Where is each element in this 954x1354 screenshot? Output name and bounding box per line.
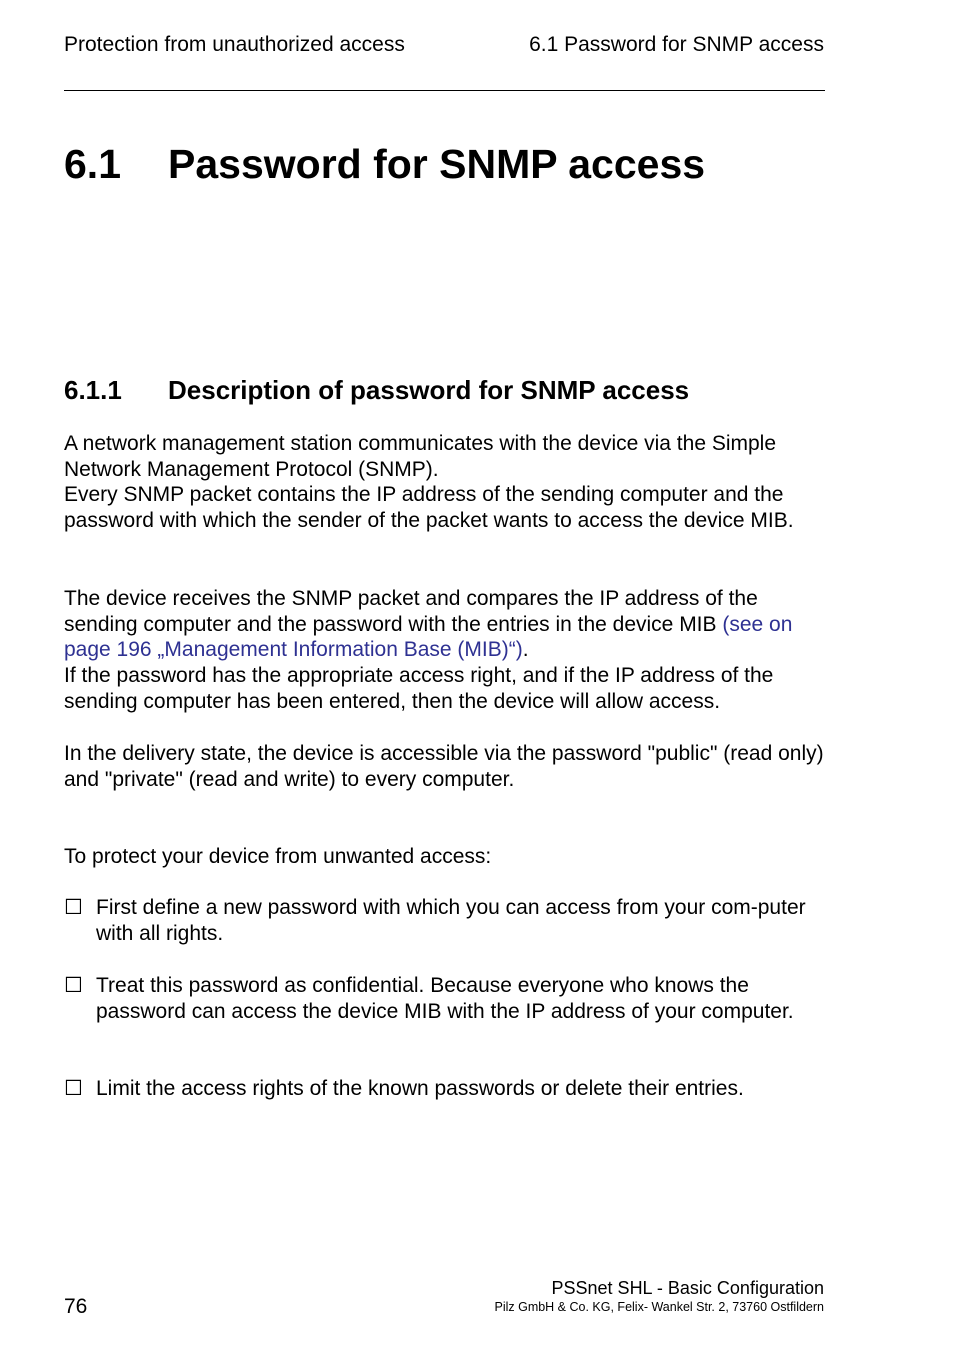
paragraph-text: . — [522, 638, 529, 662]
section-number: 6.1 — [64, 141, 121, 187]
running-header-chapter: Protection from unauthorized access — [64, 33, 405, 56]
mib-reference-link[interactable]: (see on page 196 „Management Information Base (MIB)“) — [64, 612, 793, 662]
paragraph-text: The device receives the SNMP packet and compares the IP address of the sending computer and the password with the entries in the device MIB — [64, 587, 758, 636]
list-item-text: First define a new password with which you can access from your com-puter with all rights. — [96, 896, 806, 945]
page-number: 76 — [64, 1295, 88, 1318]
list-item — [64, 895, 834, 946]
paragraph-delivery-state: In the delivery state, the device is accessible via the password "public" (read only) and "private" (read and write) to every computer. — [64, 742, 824, 791]
list-item-text: Limit the access rights of the known passwords or delete their entries. — [96, 1077, 744, 1100]
paragraph-protect-intro: To protect your device from unwanted access: — [64, 845, 492, 868]
paragraph-snmp-intro — [64, 431, 834, 534]
running-header-section: 6.1 Password for SNMP access — [529, 33, 824, 56]
checkbox-icon: ☐ — [64, 896, 83, 919]
subsection-number: 6.1.1 — [64, 375, 122, 405]
header-divider — [64, 90, 825, 91]
paragraph-mib-compare — [64, 586, 834, 715]
subsection-title: Description of password for SNMP access — [168, 375, 690, 405]
footer-document-title: PSSnet SHL - Basic Configuration — [551, 1278, 824, 1298]
list-item — [64, 1076, 834, 1102]
list-item — [64, 973, 834, 1024]
paragraph-text: A network management station communicates with the device via the Simple Network Management Protocol (SNMP). — [64, 432, 777, 481]
section-title: Password for SNMP access — [168, 141, 706, 187]
paragraph-text: Every SNMP packet contains the IP address of the sending computer and the password with which the sender of the packet wants to access the device MIB. — [64, 483, 794, 533]
footer-address: Pilz GmbH & Co. KG, Felix- Wankel Str. 2, 73760 Ostfildern — [494, 1300, 824, 1314]
paragraph-text: If the password has the appropriate access right, and if the IP address of the sending computer has been entered, then the device will allow access. — [64, 664, 774, 713]
checkbox-icon: ☐ — [64, 1077, 83, 1100]
subsection-heading — [64, 373, 689, 407]
checkbox-icon: ☐ — [64, 974, 83, 997]
section-heading — [64, 138, 705, 190]
list-item-text: Treat this password as confidential. Because everyone who knows the password can access the device MIB with the IP address of your computer. — [96, 974, 794, 1023]
